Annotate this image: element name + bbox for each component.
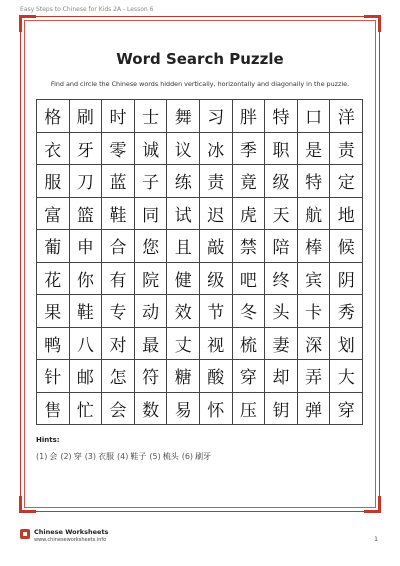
grid-cell[interactable]: 邮 bbox=[70, 360, 103, 393]
grid-cell[interactable]: 诚 bbox=[135, 133, 168, 166]
grid-cell[interactable]: 舞 bbox=[167, 100, 200, 133]
hint-word: 穿 bbox=[73, 452, 82, 461]
grid-cell[interactable]: 刀 bbox=[70, 165, 103, 198]
grid-cell[interactable]: 会 bbox=[102, 393, 135, 426]
grid-cell[interactable]: 糖 bbox=[167, 360, 200, 393]
grid-cell[interactable]: 压 bbox=[233, 393, 266, 426]
grid-cell[interactable]: 头 bbox=[265, 295, 298, 328]
frame-corner bbox=[19, 496, 36, 513]
grid-cell[interactable]: 责 bbox=[200, 165, 233, 198]
frame-corner bbox=[364, 15, 381, 32]
grid-cell[interactable]: 弄 bbox=[298, 360, 331, 393]
grid-cell[interactable]: 动 bbox=[135, 295, 168, 328]
grid-cell[interactable]: 服 bbox=[37, 165, 70, 198]
grid-cell[interactable]: 秀 bbox=[330, 295, 363, 328]
page-title: Word Search Puzzle bbox=[116, 50, 284, 68]
page-number: 1 bbox=[374, 536, 378, 543]
grid-cell[interactable]: 级 bbox=[265, 165, 298, 198]
grid-cell[interactable]: 刷 bbox=[70, 100, 103, 133]
grid-cell[interactable]: 有 bbox=[102, 263, 135, 296]
grid-cell[interactable]: 符 bbox=[135, 360, 168, 393]
grid-cell[interactable]: 是 bbox=[298, 133, 331, 166]
grid-cell[interactable]: 季 bbox=[233, 133, 266, 166]
grid-cell[interactable]: 航 bbox=[298, 198, 331, 231]
grid-cell[interactable]: 易 bbox=[167, 393, 200, 426]
grid-cell[interactable]: 胖 bbox=[233, 100, 266, 133]
grid-cell[interactable]: 最 bbox=[135, 328, 168, 361]
grid-cell[interactable]: 零 bbox=[102, 133, 135, 166]
grid-cell[interactable]: 梳 bbox=[233, 328, 266, 361]
hint-item bbox=[149, 451, 178, 462]
grid-cell[interactable]: 级 bbox=[200, 263, 233, 296]
grid-cell[interactable]: 士 bbox=[135, 100, 168, 133]
grid-cell[interactable]: 节 bbox=[200, 295, 233, 328]
footer-url: www.chineseworksheets.info bbox=[34, 537, 107, 543]
grid-cell[interactable]: 敲 bbox=[200, 230, 233, 263]
grid-cell[interactable]: 花 bbox=[37, 263, 70, 296]
hint-number: (5) bbox=[149, 452, 161, 461]
grid-cell[interactable]: 冬 bbox=[233, 295, 266, 328]
hint-word: 刷牙 bbox=[195, 452, 212, 461]
grid-cell[interactable]: 试 bbox=[167, 198, 200, 231]
grid-cell[interactable]: 习 bbox=[200, 100, 233, 133]
grid-cell[interactable]: 议 bbox=[167, 133, 200, 166]
page-header: Easy Steps to Chinese for Kids 2A - Lesson 6 bbox=[20, 6, 154, 13]
grid-cell[interactable]: 蓝 bbox=[102, 165, 135, 198]
brand-logo-icon bbox=[20, 529, 30, 539]
hints-label: Hints: bbox=[36, 436, 60, 444]
grid-cell[interactable]: 怎 bbox=[102, 360, 135, 393]
grid-cell[interactable]: 卡 bbox=[298, 295, 331, 328]
grid-cell[interactable]: 特 bbox=[298, 165, 331, 198]
grid-cell[interactable]: 怀 bbox=[200, 393, 233, 426]
grid-cell[interactable]: 吧 bbox=[233, 263, 266, 296]
grid-cell[interactable]: 时 bbox=[102, 100, 135, 133]
grid-cell[interactable]: 冰 bbox=[200, 133, 233, 166]
hints-list bbox=[36, 451, 211, 462]
grid-cell[interactable]: 院 bbox=[135, 263, 168, 296]
hint-item bbox=[182, 451, 211, 462]
grid-cell[interactable]: 酸 bbox=[200, 360, 233, 393]
grid-cell[interactable]: 篮 bbox=[70, 198, 103, 231]
grid-cell[interactable]: 效 bbox=[167, 295, 200, 328]
hint-word: 衣服 bbox=[98, 452, 115, 461]
grid-cell[interactable]: 口 bbox=[298, 100, 331, 133]
grid-cell[interactable]: 大 bbox=[330, 360, 363, 393]
grid-cell[interactable]: 牙 bbox=[70, 133, 103, 166]
grid-cell[interactable]: 鞋 bbox=[70, 295, 103, 328]
grid-cell[interactable]: 洋 bbox=[330, 100, 363, 133]
grid-cell[interactable]: 迟 bbox=[200, 198, 233, 231]
grid-cell[interactable]: 子 bbox=[135, 165, 168, 198]
grid-cell[interactable]: 穿 bbox=[330, 393, 363, 426]
grid-cell[interactable]: 视 bbox=[200, 328, 233, 361]
grid-cell[interactable]: 富 bbox=[37, 198, 70, 231]
grid-cell[interactable]: 棒 bbox=[298, 230, 331, 263]
grid-cell[interactable]: 候 bbox=[330, 230, 363, 263]
grid-cell[interactable]: 您 bbox=[135, 230, 168, 263]
grid-cell[interactable]: 竟 bbox=[233, 165, 266, 198]
hint-item bbox=[85, 451, 114, 462]
grid-cell[interactable]: 特 bbox=[265, 100, 298, 133]
instructions: Find and circle the Chinese words hidden vertically, horizontally and diagonally in the puzzle. bbox=[50, 80, 350, 88]
grid-cell[interactable]: 划 bbox=[330, 328, 363, 361]
grid-cell[interactable]: 弹 bbox=[298, 393, 331, 426]
grid-cell[interactable]: 专 bbox=[102, 295, 135, 328]
grid-cell[interactable]: 地 bbox=[330, 198, 363, 231]
hint-number: (2) bbox=[60, 452, 72, 461]
grid-cell[interactable]: 穿 bbox=[233, 360, 266, 393]
grid-cell[interactable]: 天 bbox=[265, 198, 298, 231]
hint-item bbox=[36, 451, 57, 462]
grid-cell[interactable]: 忙 bbox=[70, 393, 103, 426]
frame-corner bbox=[19, 15, 36, 32]
grid-cell[interactable]: 职 bbox=[265, 133, 298, 166]
grid-cell[interactable]: 合 bbox=[102, 230, 135, 263]
hint-word: 梳头 bbox=[162, 452, 179, 461]
hint-item bbox=[117, 451, 146, 462]
hint-word: 鞋子 bbox=[130, 452, 147, 461]
hint-word: 会 bbox=[49, 452, 58, 461]
frame-corner bbox=[364, 496, 381, 513]
grid-cell[interactable]: 售 bbox=[37, 393, 70, 426]
hint-number: (3) bbox=[84, 452, 97, 461]
grid-cell[interactable]: 对 bbox=[102, 328, 135, 361]
grid-cell[interactable]: 健 bbox=[167, 263, 200, 296]
grid-cell[interactable]: 阴 bbox=[330, 263, 363, 296]
grid-cell[interactable]: 妻 bbox=[265, 328, 298, 361]
hint-number: (4) bbox=[117, 452, 129, 461]
grid-cell[interactable]: 鞋 bbox=[102, 198, 135, 231]
grid-cell[interactable]: 数 bbox=[135, 393, 168, 426]
grid-cell[interactable]: 丈 bbox=[167, 328, 200, 361]
grid-cell[interactable]: 同 bbox=[135, 198, 168, 231]
grid-cell[interactable]: 却 bbox=[265, 360, 298, 393]
hint-number: (1) bbox=[36, 452, 48, 461]
grid-cell[interactable]: 衣 bbox=[37, 133, 70, 166]
grid-cell[interactable]: 葡 bbox=[37, 230, 70, 263]
grid-cell[interactable]: 定 bbox=[330, 165, 363, 198]
grid-cell[interactable]: 责 bbox=[330, 133, 363, 166]
grid-cell[interactable]: 针 bbox=[37, 360, 70, 393]
footer-brand: Chinese Worksheets bbox=[34, 528, 109, 536]
grid-cell[interactable]: 深 bbox=[298, 328, 331, 361]
grid-cell[interactable]: 禁 bbox=[233, 230, 266, 263]
grid-cell[interactable]: 鸭 bbox=[37, 328, 70, 361]
grid-cell[interactable]: 钥 bbox=[265, 393, 298, 426]
word-search-grid bbox=[36, 99, 363, 425]
grid-cell[interactable]: 宾 bbox=[298, 263, 331, 296]
hint-item bbox=[60, 451, 81, 462]
grid-cell[interactable]: 终 bbox=[265, 263, 298, 296]
grid-cell[interactable]: 八 bbox=[70, 328, 103, 361]
grid-cell[interactable]: 格 bbox=[37, 100, 70, 133]
grid-cell[interactable]: 且 bbox=[167, 230, 200, 263]
grid-cell[interactable]: 你 bbox=[70, 263, 103, 296]
grid-cell[interactable]: 虎 bbox=[233, 198, 266, 231]
hint-number: (6) bbox=[181, 452, 194, 461]
grid-cell[interactable]: 申 bbox=[70, 230, 103, 263]
grid-cell[interactable]: 练 bbox=[167, 165, 200, 198]
grid-cell[interactable]: 果 bbox=[37, 295, 70, 328]
grid-cell[interactable]: 陪 bbox=[265, 230, 298, 263]
